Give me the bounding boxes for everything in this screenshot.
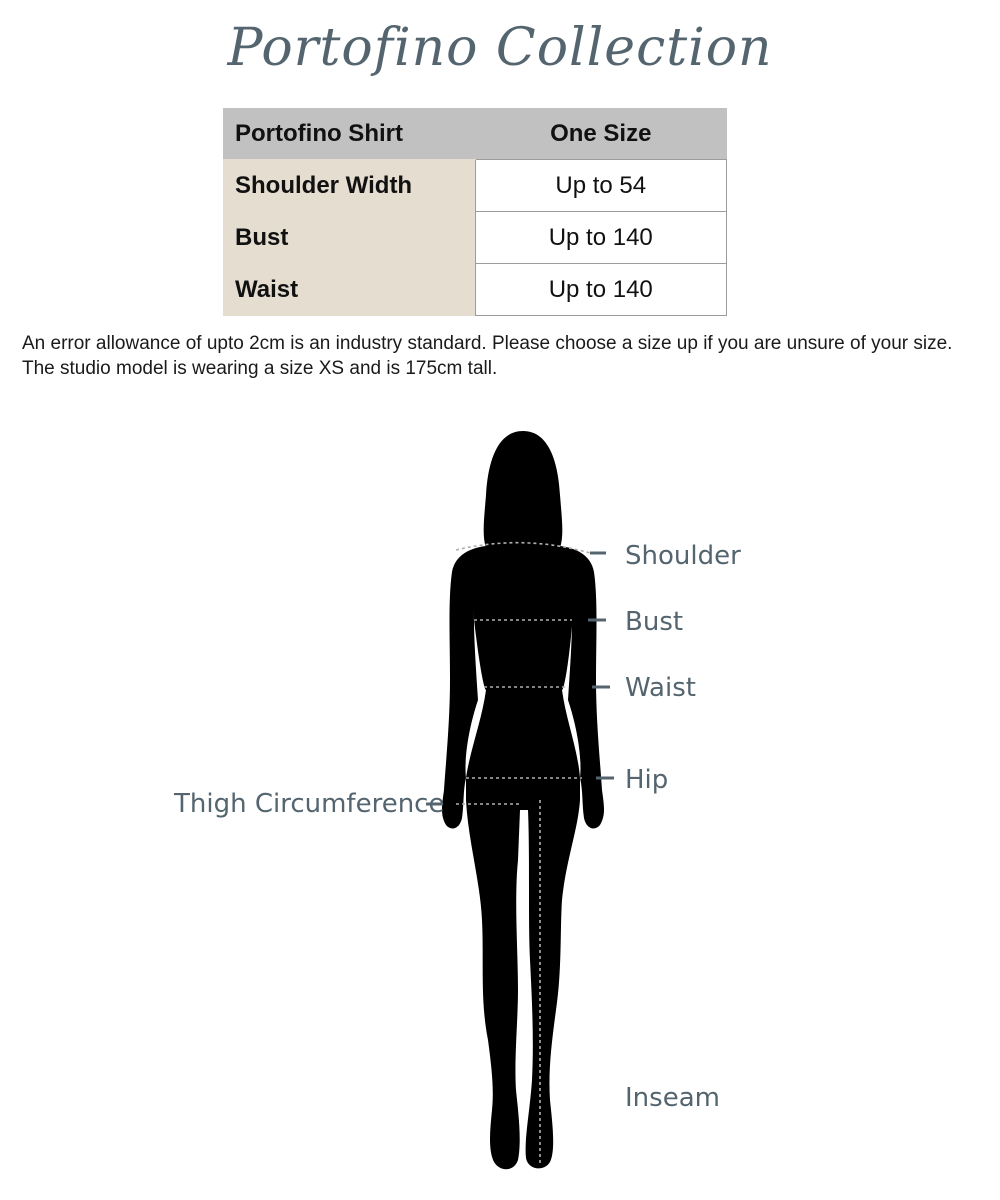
row-value-waist: Up to 140	[475, 264, 727, 316]
label-bust: Bust	[625, 607, 684, 637]
torso-silhouette	[442, 546, 604, 1169]
label-thigh-circumference: Thigh Circumference	[174, 789, 445, 819]
header-size: One Size	[475, 108, 727, 160]
head-silhouette	[484, 431, 563, 548]
row-value-shoulder-width: Up to 54	[475, 160, 727, 212]
header-product-name: Portofino Shirt	[223, 108, 475, 160]
row-label-shoulder-width: Shoulder Width	[223, 160, 475, 212]
label-shoulder: Shoulder	[625, 541, 741, 571]
row-label-waist: Waist	[223, 264, 475, 316]
label-waist: Waist	[625, 673, 696, 703]
sizing-note-line-2: The studio model is wearing a size XS and is 175cm tall.	[22, 358, 498, 379]
sizing-note-line-1: An error allowance of upto 2cm is an industry standard. Please choose a size up if you are unsure of your size.	[22, 333, 953, 354]
label-inseam: Inseam	[625, 1083, 720, 1113]
label-hip: Hip	[625, 765, 669, 795]
collection-title: Portofino Collection	[227, 18, 773, 78]
row-label-bust: Bust	[223, 212, 475, 264]
row-value-bust: Up to 140	[475, 212, 727, 264]
body-silhouette	[442, 431, 604, 1169]
